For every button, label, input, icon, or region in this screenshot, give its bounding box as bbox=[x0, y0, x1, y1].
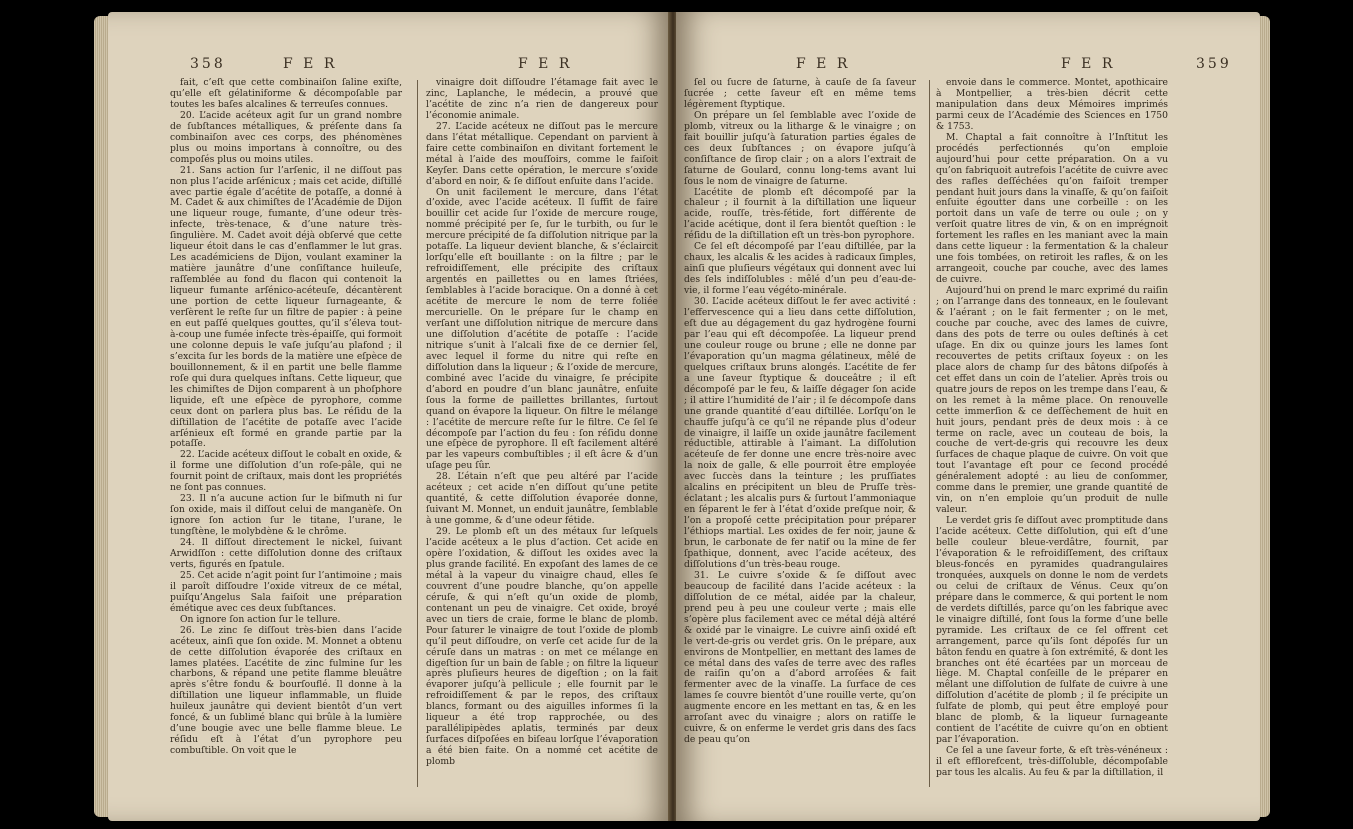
paragraph: 23. Il n’a aucune action ſur le biſmuth ni ſur ſon oxide, mais il diſſout celui de manganèſe. On ignore ſon action ſur le titane, l’urane, le tungſtène, le molybdène & le chrôme. bbox=[170, 493, 402, 538]
running-head: F E R bbox=[518, 56, 573, 72]
page-number: 358 bbox=[190, 56, 226, 72]
paragraph: Aujourd’hui on prend le marc exprimé du raiſin ; on l’arrange dans des tonneaux, en le ſoulevant & l’aérant ; on le fait fermenter ; on le met, couche par couche, avec des lames de cuivre, dans des pots de terre ou oules deſtinés à cet uſage. En dix ou quinze jours les lames ſont recouvertes de petits criſtaux ſoyeux : on les place alors de champ ſur des bâtons diſpoſés à cet effet dans un coin de l’atelier. Après trois ou quatre jours de repos on les trempe dans l’eau, & on les remet à la même place. On renouvelle cette immerſion & ce deſſèchement de huit en huit jours, pendant près de deux mois : à ce terme on racle, avec un couteau de bois, la couche de vert-de-gris qui recouvre les deux ſurfaces de chaque plaque de cuivre. On voit que tout l’avantage eſt pour ce ſecond procédé généralement adopté : au lieu de conſommer, comme dans le premier, une grande quantité de vin, on n’en emploie qu’un produit de nulle valeur. bbox=[936, 285, 1168, 516]
paragraph: On unit facilement le mercure, dans l’état d’oxide, avec l’acide acéteux. Il ſuffit de faire bouillir cet acide ſur l’oxide de mercure rouge, nommé précipité per ſe, ſur le turbith, ou ſur le mercure précipité de ſa diſſolution nitrique par la potaſſe. La liqueur devient blanche, & s’éclaircit lorſqu’elle eſt bouillante : on la filtre ; par le refroidiſſement, elle précipite des criſtaux argentés en paillettes ou en lames ſtriées, ſemblables à l’acide boracique. On a donné à cet acétite de mercure le nom de terre foliée mercurielle. On le prépare ſur le champ en verſant une diſſolution nitrique de mercure dans une diſſolution d’acétite de potaſſe : l’acide nitrique s’unit à l’alcali fixe de ce dernier ſel, avec lequel il forme du nitre qui reſte en diſſolution dans la liqueur ; & l’oxide de mercure, combiné avec l’acide du vinaigre, ſe précipite d’abord en poudre d’un blanc jaunâtre, enſuite ſous la forme de paillettes brillantes, ſurtout quand on évapore la liqueur. On filtre le mélange : l’acétite de mercure reſte ſur le filtre. Ce ſel ſe décompoſe par l’action du feu : ſon réſidu donne une eſpèce de pyrophore. Il eſt facilement altéré par les vapeurs combuſtibles ; il eſt âcre & d’un uſage peu ſûr. bbox=[426, 186, 658, 472]
column-rule bbox=[417, 80, 418, 787]
paragraph: On prépare un ſel ſemblable avec l’oxide de plomb, vitreux ou la litharge & le vinaigre ; on fait bouillir juſqu’à ſaturation parties égales de ces deux ſubſtances ; on évapore juſqu’à conſiſtance de ſirop clair ; on a alors l’extrait de ſaturne de Goulard, connu long-tems avant lui ſous le nom de vinaigre de ſaturne. bbox=[684, 109, 916, 187]
running-head: F E R bbox=[1061, 56, 1116, 72]
paragraph: M. Chaptal a fait connoître à l’Inſtitut les procédés perfectionnés qu’on emploie aujourd’hui pour cette préparation. On a vu qu’on fabriquoit autrefois l’acétite de cuivre avec des rafles deſſéchées qu’on faiſoit tremper pendant huit jours dans la vinaſſe, & qu’on faiſoit enſuite égoutter dans une corbeille : on les portoit dans un vaſe de terre ou oule ; on y verſoit quatre litres de vin, & on en imprégnoit fortement les rafles en les maniant avec la main dans cette liqueur : la fermentation & la chaleur une fois tombées, on retiroit les rafles, & on les arrangeoit, couche par couche, avec des lames de cuivre. bbox=[936, 131, 1168, 286]
text-column-2 bbox=[426, 78, 658, 768]
page-number: 359 bbox=[1196, 56, 1232, 72]
paragraph: 30. L’acide acéteux diſſout le fer avec activité : l’effervescence qui a lieu dans cette diſſolution, eſt due au dégagement du gaz hydrogène fourni par l’eau qui eſt décompoſée. La liqueur prend une couleur rouge ou brune ; elle ne donne par l’évaporation qu’un magma gélatineux, mêlé de quelques criſtaux bruns alongés. L’acétite de fer a une ſaveur ſtyptique & douceâtre ; il eſt décompoſé par le feu, & laiſſe dégager ſon acide ; il attire l’humidité de l’air ; il ſe décompoſe dans une grande quantité d’eau diſtillée. Lorſqu’on le chauffe juſqu’à ce qu’il ne répande plus d’odeur de vinaigre, il laiſſe un oxide jaunâtre facilement réductible, attirable à l’aimant. La diſſolution acéteuſe de fer donne une encre très-noire avec la noix de galle, & elle pourroit être employée avec ſuccès dans la teinture ; les pruſſiates alcalins en précipitent un bleu de Pruſſe très-éclatant ; les alcalis purs & ſurtout l’ammoniaque en ſéparent le fer à l’état d’oxide preſque noir, & l’on a propoſé cette précipitation pour préparer l’éthiops martial. Les oxides de fer noir, jaune & brun, le carbonate de fer natif ou la mine de fer ſpathique, donnent, avec l’acide acéteux, des diſſolutions d’un très-beau rouge. bbox=[684, 296, 916, 570]
paragraph: Ce ſel a une ſaveur forte, & eſt très-vénéneux : il eſt efflorefcent, très-diſſoluble, décompoſable par tous les alcalis. Au feu & par la diſtillation, il bbox=[936, 745, 1168, 779]
paragraph: 28. L’étain n’eſt que peu altéré par l’acide acéteux ; cet acide n’en diſſout qu’une petite quantité, & cette diſſolution évaporée donne, ſuivant M. Monnet, un enduit jaunâtre, ſemblable à une gomme, & d’une odeur fétide. bbox=[426, 471, 658, 527]
paragraph: 21. Sans action ſur l’arſenic, il ne diſſout pas non plus l’acide arſénicux ; mais cet acide, diſtillé avec partie égale d’acétite de potaſſe, a donné à M. Cadet & aux chimiſtes de l’Académie de Dijon une liqueur rouge, fumante, d’une odeur très-infecte, très-tenace, & d’une nature très-ſingulière. M. Cadet avoit déjà obſervé que cette liqueur étoit dans le cas d’enflammer le lut gras. Les académiciens de Dijon, voulant examiner la matière jaunâtre d’une conſiſtance huileuſe, raſſemblée au fond du flacon qui contenoit la liqueur fumante arſénico-acéteuſe, décantèrent une portion de cette liqueur ſurnageante, & verſèrent le reſte ſur un filtre de papier : à peine en eut paſſé quelques gouttes, qu’il s’éleva tout-à-coup une fumée infecte très-épaiſſe, qui formoit une colonne depuis le vaſe juſqu’au plafond ; il s’excita ſur les bords de la matière une eſpèce de bouillonnement, & il en partit une belle flamme roſe qui dura quelques inſtans. Cette liqueur, que les chimiſtes de Dijon comparent à un phoſphore liquide, eſt une eſpèce de pyrophore, comme ceux dont on parlera plus bas. Le réſidu de la diſtillation de l’acétite de potaſſe avec l’acide arſénieux eſt formé en grande partie par la potaſſe. bbox=[170, 164, 402, 450]
paragraph: envoie dans le commerce. Montet, apothicaire à Montpellier, a très-bien décrit cette manipulation dans deux Mémoires imprimés parmi ceux de l’Académie des Sciences en 1750 & 1753. bbox=[936, 77, 1168, 132]
column-rule bbox=[929, 80, 930, 787]
running-head: F E R bbox=[283, 56, 338, 72]
left-page bbox=[108, 12, 670, 821]
text-column-1 bbox=[684, 78, 916, 746]
paragraph: 20. L’acide acéteux agit ſur un grand nombre de ſubſtances métalliques, & préſente dans ſa combinaiſon avec ces corps, des phénomènes plus ou moins importans à connoître, ou des compoſés plus ou moins utiles. bbox=[170, 109, 402, 165]
paragraph: 26. Le zinc ſe diſſout très-bien dans l’acide acéteux, ainſi que ſon oxide. M. Monnet a obtenu de cette diſſolution évaporée des criſtaux en lames platées. L’acétite de zinc fulmine ſur les charbons, & répand une petite flamme bleuâtre après s’être fondu & bourſouflé. Il donne à la diſtillation une liqueur inflammable, un fluide huileux jaunâtre qui devient bientôt d’un vert foncé, & un ſublimé blanc qui brûle à la lumière d’une bougie avec une belle flamme bleue. Le réſidu eſt à l’état d’un pyrophore peu combuſtible. On voit que le bbox=[170, 624, 402, 757]
paragraph: Le verdet gris ſe diſſout avec promptitude dans l’acide acéteux. Cette diſſolution, qui eſt d’une belle couleur bleue-verdâtre, fournit, par l’évaporation & le refroidiſſement, des criſtaux bleus-foncés en pyramides quadrangulaires tronquées, auxquels on donne le nom de verdets ou celui de criſtaux de Vénus. Ceux qu’on prépare dans le commerce, & qui portent le nom de verdets diſtillés, parce qu’on les fabrique avec le vinaigre diſtillé, ſont ſous la forme d’une belle pyramide. Les criſtaux de ce ſel offrent cet arrangement, parce qu’ils ſont dépoſés ſur un bâton fendu en quatre à ſon extrémité, & dont les branches ont été écartées par un morceau de liège. M. Chaptal conſeille de le préparer en mêlant une diſſolution de ſulfate de cuivre à une diſſolution d’acétite de plomb ; il ſe précipite un ſulfate de plomb, qui peut être employé pour blanc de plomb, & la liqueur ſurnageante contient de l’acétite de cuivre qu’on en obtient par l’évaporation. bbox=[936, 515, 1168, 746]
paragraph: 24. Il diſſout directement le nickel, ſuivant Arwidſſon : cette diſſolution donne des criſtaux verts, figurés en ſpatule. bbox=[170, 537, 402, 570]
text-column-1 bbox=[170, 78, 402, 757]
paragraph: On ignore ſon action ſur le tellure. bbox=[180, 613, 341, 625]
paragraph: 31. Le cuivre s’oxide & ſe diſſout avec beaucoup de facilité dans l’acide acéteux : la diſſolution de ce métal, aidée par la chaleur, prend peu à peu une couleur verte ; mais elle s’opère plus facilement avec ce métal déjà altéré & oxidé par le vinaigre. Le cuivre ainſi oxidé eſt le vert-de-gris ou verdet gris. On le prépare, aux environs de Montpellier, en mettant des lames de ce métal dans des vaſes de terre avec des rafles de raiſin qu’on a d’abord arroſées & fait fermenter avec de la vinaſſe. La ſurface de ces lames ſe couvre bientôt d’une rouille verte, qu’on augmente encore en les mettant en tas, & en les arroſant avec du vinaigre ; alors on ratiſſe le cuivre, & on enferme le verdet gris dans des ſacs de peau qu’on bbox=[684, 569, 916, 746]
paragraph: 29. Le plomb eſt un des métaux ſur leſquels l’acide acéteux a le plus d’action. Cet acide en opère l’oxidation, & diſſout les oxides avec la plus grande facilité. En expoſant des lames de ce métal à la vapeur du vinaigre chaud, elles ſe couvrent d’une poudre blanche, qu’on appelle céruſe, & qui n’eſt qu’un oxide de plomb, contenant un peu de vinaigre. Cet oxide, broyé avec un tiers de craie, forme le blanc de plomb. Pour ſaturer le vinaigre de tout l’oxide de plomb qu’il peut diſſoudre, on verſe cet acide ſur de la céruſe dans un matras : on met ce mélange en digeſtion ſur un bain de ſable ; on filtre la liqueur après pluſieurs heures de digeſtion ; on la fait évaporer juſqu’à pellicule ; elle fournit par le refroidiſſement & par le repos, des criſtaux blancs, formant ou des aiguilles informes ſi la liqueur a été trop rapprochée, ou des parallélipipèdes aplatis, terminés par deux ſurfaces diſpoſées en biſeau lorſque l’évaporation a été bien faite. On a nommé cet acétite de plomb bbox=[426, 526, 658, 768]
paragraph: 25. Cet acide n’agit point ſur l’antimoine ; mais il paroît diſſoudre l’oxide vitreux de ce métal, puiſqu’Angelus Sala faiſoit une préparation émétique avec ces deux ſubſtances. bbox=[170, 569, 402, 614]
paragraph: 22. L’acide acéteux diſſout le cobalt en oxide, & il forme une diſſolution d’un roſe-pâle, qui ne fournit point de criſtaux, mais dont les propriétés ne ſont pas connues. bbox=[170, 449, 402, 494]
paragraph: 27. L’acide acéteux ne diſſout pas le mercure dans l’état métallique. Cependant on parvient à faire cette combinaiſon en divitant fortement le métal à l’aide des mouſſoirs, comme le faiſoit Keyſer. Dans cette opération, le mercure s’oxide d’abord en noir, & ſe diſſout enſuite dans l’acide. bbox=[426, 120, 658, 187]
paragraph: ſel ou ſucre de ſaturne, à cauſe de ſa ſaveur ſucrée ; cette ſaveur eſt en même tems légèrement ſtyptique. bbox=[684, 77, 916, 110]
paragraph: fait, c’eſt que cette combinaiſon ſaline exiſte, qu’elle eſt gélatiniforme & décompoſable par toutes les baſes alcalines & terreuſes connues. bbox=[170, 77, 402, 110]
paragraph: L’acétite de plomb eſt décompoſé par la chaleur ; il fournit à la diſtillation une liqueur acide, rouſſe, très-fétide, fort différente de l’acide acétique, dont il ſera bientôt queſtion : le réſidu de la diſtillation eſt un très-bon pyrophore. bbox=[684, 186, 916, 242]
running-head: F E R bbox=[796, 56, 851, 72]
paragraph: Ce ſel eſt décompoſé par l’eau diſtillée, par la chaux, les alcalis & les acides à radicaux ſimples, ainſi que pluſieurs végétaux qui donnent avec lui des ſels indiſſolubles : mêlé d’un peu d’eau-de-vie, il forme l’eau végéto-minérale. bbox=[684, 241, 916, 297]
right-page bbox=[676, 12, 1260, 821]
text-column-2 bbox=[936, 78, 1168, 779]
paragraph: vinaigre doit diſſoudre l’étamage fait avec le zinc, Laplanche, le médecin, a prouvé que l’acétite de zinc n’a rien de dangereux pour l’économie animale. bbox=[426, 77, 658, 121]
